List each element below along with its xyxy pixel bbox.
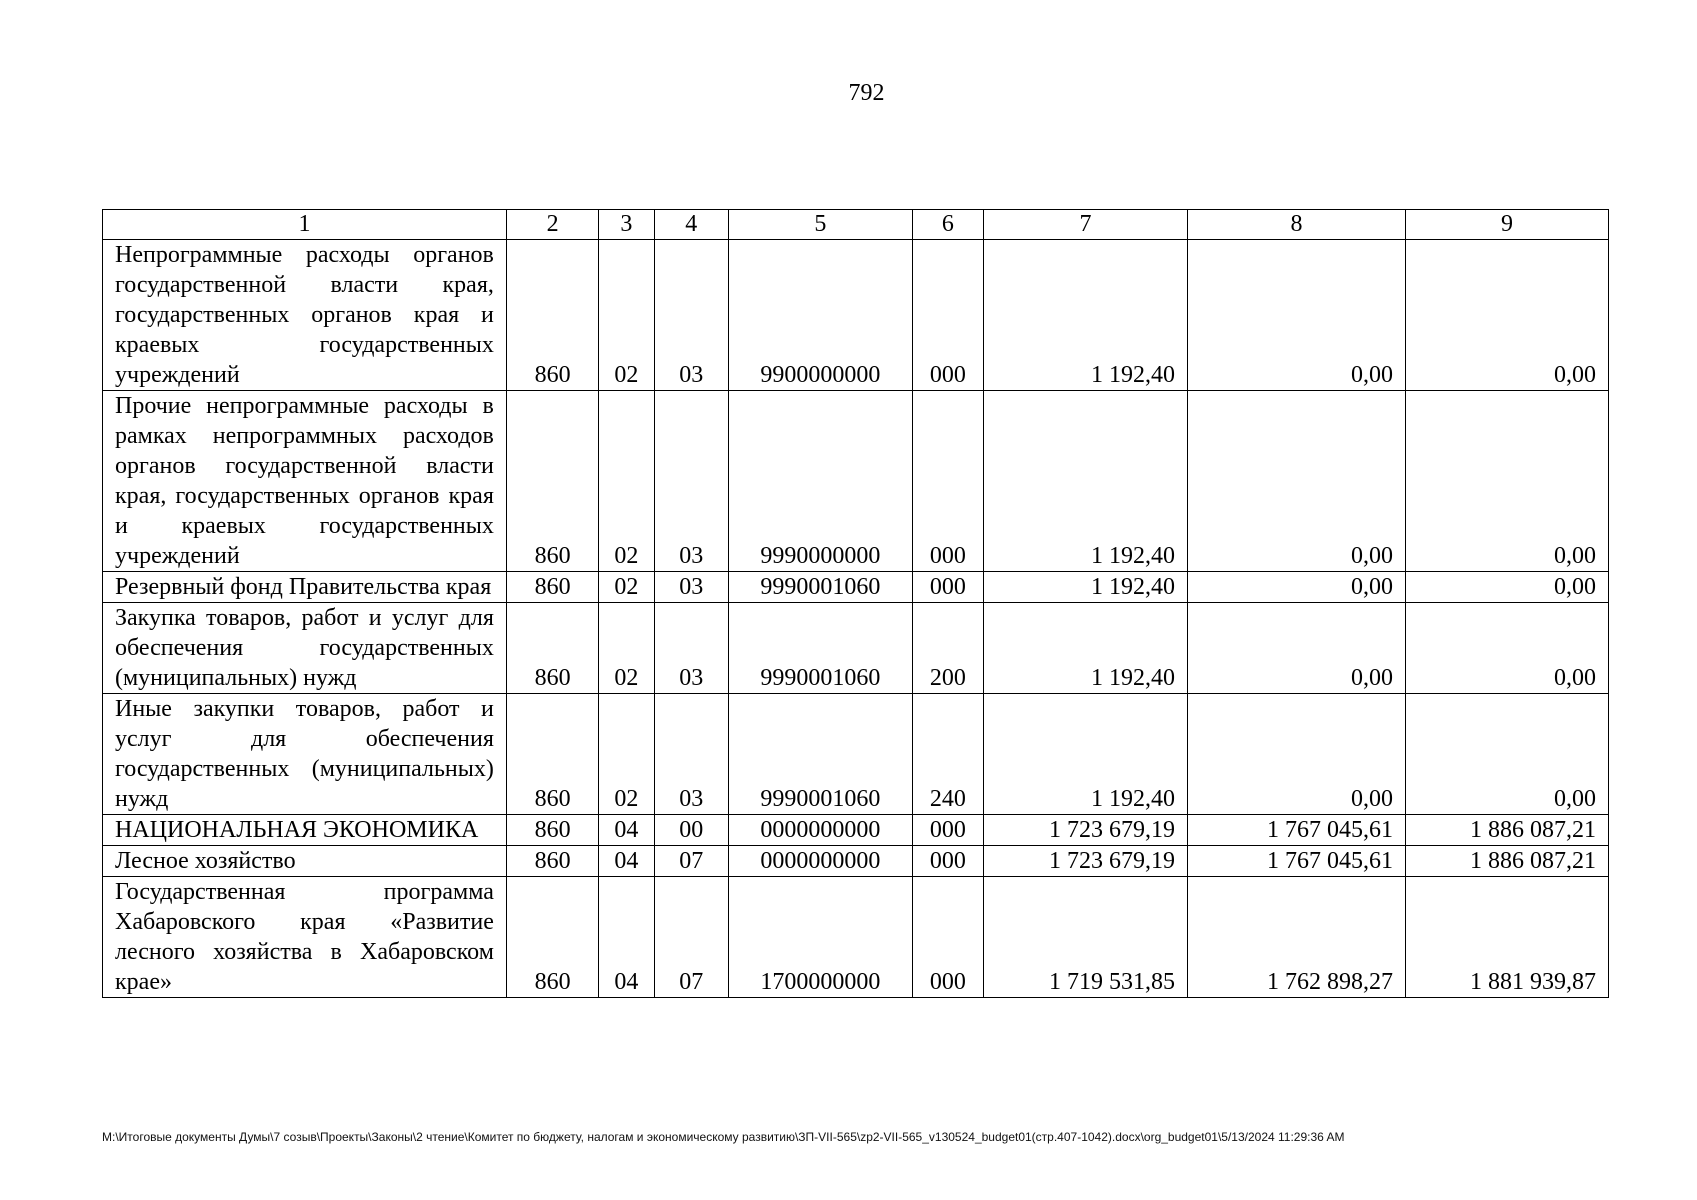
row-ministry-code: 860 (506, 694, 598, 815)
row-target-article-code: 0000000000 (728, 846, 912, 877)
row-amount-col9: 1 886 087,21 (1406, 815, 1609, 846)
row-amount-col7: 1 192,40 (984, 603, 1188, 694)
row-amount-col8: 0,00 (1188, 694, 1406, 815)
row-target-article-code: 9900000000 (728, 240, 912, 391)
row-target-article-code: 9990000000 (728, 391, 912, 572)
row-subsection-code: 03 (654, 572, 728, 603)
column-header-8: 8 (1188, 210, 1406, 240)
row-ministry-code: 860 (506, 572, 598, 603)
row-subsection-code: 00 (654, 815, 728, 846)
row-section-code: 04 (599, 846, 654, 877)
row-amount-col9: 0,00 (1406, 603, 1609, 694)
row-subsection-code: 03 (654, 240, 728, 391)
table-row (103, 694, 1609, 815)
row-amount-col9: 1 881 939,87 (1406, 877, 1609, 998)
row-section-code: 04 (599, 877, 654, 998)
row-expense-type-code: 000 (912, 846, 983, 877)
table-row (103, 391, 1609, 572)
column-header-7: 7 (984, 210, 1188, 240)
row-amount-col7: 1 192,40 (984, 694, 1188, 815)
table-row (103, 815, 1609, 846)
row-amount-col7: 1 192,40 (984, 391, 1188, 572)
column-header-6: 6 (912, 210, 983, 240)
row-ministry-code: 860 (506, 391, 598, 572)
row-expense-type-code: 240 (912, 694, 983, 815)
row-amount-col8: 0,00 (1188, 240, 1406, 391)
column-header-4: 4 (654, 210, 728, 240)
document-path-footer: M:\Итоговые документы Думы\7 созыв\Проекты\Законы\2 чтение\Комитет по бюджету, налогам и экономическому развитию\ЗП-VII-565\zp2-VII-565_v130524_budget01(стр.407-1042).docx\org_budget01\5/13/2024 11:29:36 AM (102, 1130, 1345, 1144)
column-header-9: 9 (1406, 210, 1609, 240)
row-target-article-code: 9990001060 (728, 572, 912, 603)
row-amount-col8: 0,00 (1188, 391, 1406, 572)
row-amount-col7: 1 723 679,19 (984, 846, 1188, 877)
row-section-code: 02 (599, 240, 654, 391)
row-name: Закупка товаров, работ и услуг для обеспечения государственных (муниципальных) нужд (103, 603, 507, 694)
budget-table (102, 209, 1609, 998)
row-name: Резервный фонд Правительства края (103, 572, 507, 603)
row-name: Лесное хозяйство (103, 846, 507, 877)
row-subsection-code: 07 (654, 846, 728, 877)
row-expense-type-code: 000 (912, 877, 983, 998)
column-header-2: 2 (506, 210, 598, 240)
row-amount-col9: 0,00 (1406, 391, 1609, 572)
row-amount-col9: 0,00 (1406, 572, 1609, 603)
row-name: Государственная программа Хабаровского края «Развитие лесного хозяйства в Хабаровском крае» (103, 877, 507, 998)
row-amount-col9: 0,00 (1406, 240, 1609, 391)
row-amount-col7: 1 192,40 (984, 240, 1188, 391)
row-expense-type-code: 000 (912, 391, 983, 572)
row-target-article-code: 9990001060 (728, 694, 912, 815)
row-ministry-code: 860 (506, 846, 598, 877)
row-amount-col7: 1 723 679,19 (984, 815, 1188, 846)
row-amount-col8: 1 767 045,61 (1188, 815, 1406, 846)
row-section-code: 02 (599, 603, 654, 694)
row-amount-col9: 0,00 (1406, 694, 1609, 815)
row-target-article-code: 9990001060 (728, 603, 912, 694)
row-target-article-code: 1700000000 (728, 877, 912, 998)
row-name: Прочие непрограммные расходы в рамках непрограммных расходов органов государственной власти края, государственных органов края и краевых государственных учреждений (103, 391, 507, 572)
row-amount-col8: 1 767 045,61 (1188, 846, 1406, 877)
row-subsection-code: 07 (654, 877, 728, 998)
row-expense-type-code: 000 (912, 815, 983, 846)
row-amount-col8: 0,00 (1188, 572, 1406, 603)
table-row (103, 572, 1609, 603)
row-ministry-code: 860 (506, 603, 598, 694)
row-expense-type-code: 000 (912, 572, 983, 603)
row-amount-col9: 1 886 087,21 (1406, 846, 1609, 877)
row-name: НАЦИОНАЛЬНАЯ ЭКОНОМИКА (103, 815, 507, 846)
row-amount-col7: 1 719 531,85 (984, 877, 1188, 998)
column-header-5: 5 (728, 210, 912, 240)
column-header-1: 1 (103, 210, 507, 240)
row-subsection-code: 03 (654, 603, 728, 694)
table-row (103, 240, 1609, 391)
table-row (103, 846, 1609, 877)
page-number: 792 (848, 80, 885, 106)
row-subsection-code: 03 (654, 694, 728, 815)
row-subsection-code: 03 (654, 391, 728, 572)
row-name: Иные закупки товаров, работ и услуг для обеспечения государственных (муниципальных) нужд (103, 694, 507, 815)
row-section-code: 02 (599, 391, 654, 572)
row-target-article-code: 0000000000 (728, 815, 912, 846)
row-ministry-code: 860 (506, 877, 598, 998)
row-amount-col7: 1 192,40 (984, 572, 1188, 603)
row-amount-col8: 0,00 (1188, 603, 1406, 694)
row-section-code: 02 (599, 694, 654, 815)
table-header-row (103, 210, 1609, 240)
row-section-code: 04 (599, 815, 654, 846)
row-section-code: 02 (599, 572, 654, 603)
column-header-3: 3 (599, 210, 654, 240)
row-ministry-code: 860 (506, 815, 598, 846)
row-name: Непрограммные расходы органов государственной власти края, государственных органов края и краевых государственных учреждений (103, 240, 507, 391)
table-row (103, 603, 1609, 694)
row-expense-type-code: 000 (912, 240, 983, 391)
row-ministry-code: 860 (506, 240, 598, 391)
row-expense-type-code: 200 (912, 603, 983, 694)
table-row (103, 877, 1609, 998)
row-amount-col8: 1 762 898,27 (1188, 877, 1406, 998)
